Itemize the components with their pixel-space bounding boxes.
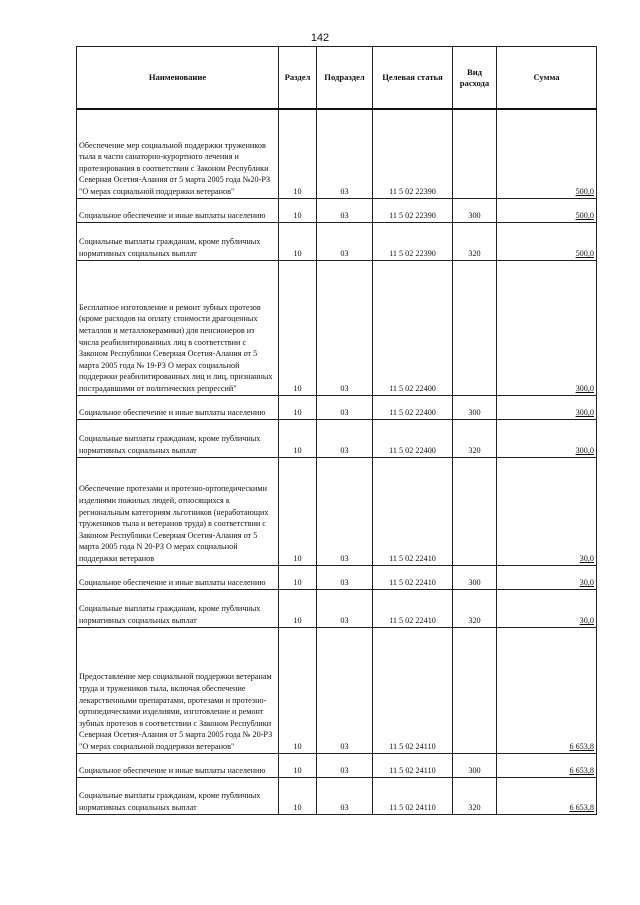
row-amount: 500,0 bbox=[497, 109, 597, 198]
row-amount: 300,0 bbox=[497, 395, 597, 419]
row-type bbox=[453, 260, 497, 395]
table-row bbox=[77, 198, 597, 222]
header-target: Целевая статья bbox=[373, 47, 453, 110]
row-target: 11 5 02 22410 bbox=[373, 589, 453, 627]
row-target: 11 5 02 24110 bbox=[373, 777, 453, 814]
header-amount: Сумма bbox=[497, 47, 597, 110]
row-type: 320 bbox=[453, 589, 497, 627]
row-section: 10 bbox=[279, 109, 317, 198]
row-name: Социальное обеспечение и иные выплаты населению bbox=[77, 753, 279, 777]
row-target: 11 5 02 22410 bbox=[373, 457, 453, 565]
row-amount: 500,0 bbox=[497, 198, 597, 222]
row-amount: 300,0 bbox=[497, 260, 597, 395]
row-subsection: 03 bbox=[317, 777, 373, 814]
row-type bbox=[453, 457, 497, 565]
row-name: Социальные выплаты гражданам, кроме публичных нормативных социальных выплат bbox=[77, 777, 279, 814]
row-subsection: 03 bbox=[317, 419, 373, 457]
table-row bbox=[77, 777, 597, 814]
row-section: 10 bbox=[279, 395, 317, 419]
row-name: Социальное обеспечение и иные выплаты населению bbox=[77, 565, 279, 589]
row-section: 10 bbox=[279, 589, 317, 627]
row-amount: 30,0 bbox=[497, 457, 597, 565]
row-name: Социальные выплаты гражданам, кроме публичных нормативных социальных выплат bbox=[77, 222, 279, 260]
row-section: 10 bbox=[279, 260, 317, 395]
row-target: 11 5 02 22400 bbox=[373, 419, 453, 457]
row-amount: 6 653,8 bbox=[497, 753, 597, 777]
row-name: Обеспечение протезами и протезно-ортопедическими изделиями пожилых людей, относящихся к региональным категориям льготников (неработающих тружеников тыла и ветеранов труда) в соответствии с Законом Республики Северная Осетия-Алания от 5 марта 2005 года N 20-РЗ О мерах социальной поддержки ветеранов bbox=[77, 457, 279, 565]
row-section: 10 bbox=[279, 222, 317, 260]
row-type: 320 bbox=[453, 777, 497, 814]
row-name: Социальные выплаты гражданам, кроме публичных нормативных социальных выплат bbox=[77, 589, 279, 627]
row-section: 10 bbox=[279, 565, 317, 589]
row-target: 11 5 02 24110 bbox=[373, 627, 453, 753]
row-type bbox=[453, 627, 497, 753]
row-type: 320 bbox=[453, 419, 497, 457]
table-row bbox=[77, 222, 597, 260]
row-name: Социальное обеспечение и иные выплаты населению bbox=[77, 395, 279, 419]
row-subsection: 03 bbox=[317, 565, 373, 589]
row-amount: 30,0 bbox=[497, 589, 597, 627]
row-amount: 300,0 bbox=[497, 419, 597, 457]
row-subsection: 03 bbox=[317, 198, 373, 222]
row-type: 300 bbox=[453, 565, 497, 589]
row-subsection: 03 bbox=[317, 260, 373, 395]
row-section: 10 bbox=[279, 627, 317, 753]
row-name: Обеспечение мер социальной поддержки тружеников тыла в части санаторно-курортного лечения и протезирования в соответствии с Законом Республики Северная Осетия-Алания от 5 марта 2005 года №20-РЗ "О мерах социальной поддержки ветеранов" bbox=[77, 109, 279, 198]
row-amount: 6 653,8 bbox=[497, 627, 597, 753]
row-type bbox=[453, 109, 497, 198]
table-row bbox=[77, 589, 597, 627]
row-name: Социальное обеспечение и иные выплаты населению bbox=[77, 198, 279, 222]
row-amount: 30,0 bbox=[497, 565, 597, 589]
row-amount: 6 653,8 bbox=[497, 777, 597, 814]
row-target: 11 5 02 22400 bbox=[373, 260, 453, 395]
table-row bbox=[77, 457, 597, 565]
row-section: 10 bbox=[279, 457, 317, 565]
row-subsection: 03 bbox=[317, 753, 373, 777]
row-name: Предоставление мер социальной поддержки ветеранам труда и тружеников тыла, включая обеспечение лекарственными препаратами, протезами и протезно-ортопедическими изделиями, изготовление и ремонт зубных протезов в соответствии с Законом Республики Северная Осетия-Алания от 5 марта 2005 года № 20-РЗ "О мерах социальной поддержки ветеранов" bbox=[77, 627, 279, 753]
header-name: Наименование bbox=[77, 47, 279, 110]
row-amount: 500,0 bbox=[497, 222, 597, 260]
table-row bbox=[77, 565, 597, 589]
row-target: 11 5 02 24110 bbox=[373, 753, 453, 777]
row-name: Бесплатное изготовление и ремонт зубных протезов (кроме расходов на оплату стоимости драгоценных металлов и металлокерамики) для пенсионеров из числа реабилитированных лиц в соответствии с Законом Республики Северная Осетия-Алания от 5 марта 2005 года № 19-РЗ О мерах социальной поддержки реабилитированных лиц и лиц, признанных пострадавшими от политических репрессий" bbox=[77, 260, 279, 395]
header-row bbox=[77, 47, 597, 110]
row-target: 11 5 02 22410 bbox=[373, 565, 453, 589]
table-row bbox=[77, 395, 597, 419]
row-target: 11 5 02 22390 bbox=[373, 222, 453, 260]
row-type: 300 bbox=[453, 395, 497, 419]
table-row bbox=[77, 627, 597, 753]
row-target: 11 5 02 22390 bbox=[373, 109, 453, 198]
row-subsection: 03 bbox=[317, 589, 373, 627]
budget-table bbox=[76, 46, 597, 815]
row-section: 10 bbox=[279, 753, 317, 777]
row-section: 10 bbox=[279, 198, 317, 222]
table-row bbox=[77, 260, 597, 395]
table-row bbox=[77, 419, 597, 457]
header-type: Вид расхода bbox=[453, 47, 497, 110]
table-row bbox=[77, 753, 597, 777]
row-type: 320 bbox=[453, 222, 497, 260]
row-section: 10 bbox=[279, 777, 317, 814]
row-section: 10 bbox=[279, 419, 317, 457]
page-number: 142 bbox=[310, 32, 330, 44]
row-type: 300 bbox=[453, 753, 497, 777]
table-row bbox=[77, 109, 597, 198]
row-type: 300 bbox=[453, 198, 497, 222]
row-subsection: 03 bbox=[317, 457, 373, 565]
header-section: Раздел bbox=[279, 47, 317, 110]
row-target: 11 5 02 22390 bbox=[373, 198, 453, 222]
row-subsection: 03 bbox=[317, 222, 373, 260]
row-subsection: 03 bbox=[317, 395, 373, 419]
header-subsection: Подраздел bbox=[317, 47, 373, 110]
row-subsection: 03 bbox=[317, 109, 373, 198]
row-name: Социальные выплаты гражданам, кроме публичных нормативных социальных выплат bbox=[77, 419, 279, 457]
row-target: 11 5 02 22400 bbox=[373, 395, 453, 419]
row-subsection: 03 bbox=[317, 627, 373, 753]
